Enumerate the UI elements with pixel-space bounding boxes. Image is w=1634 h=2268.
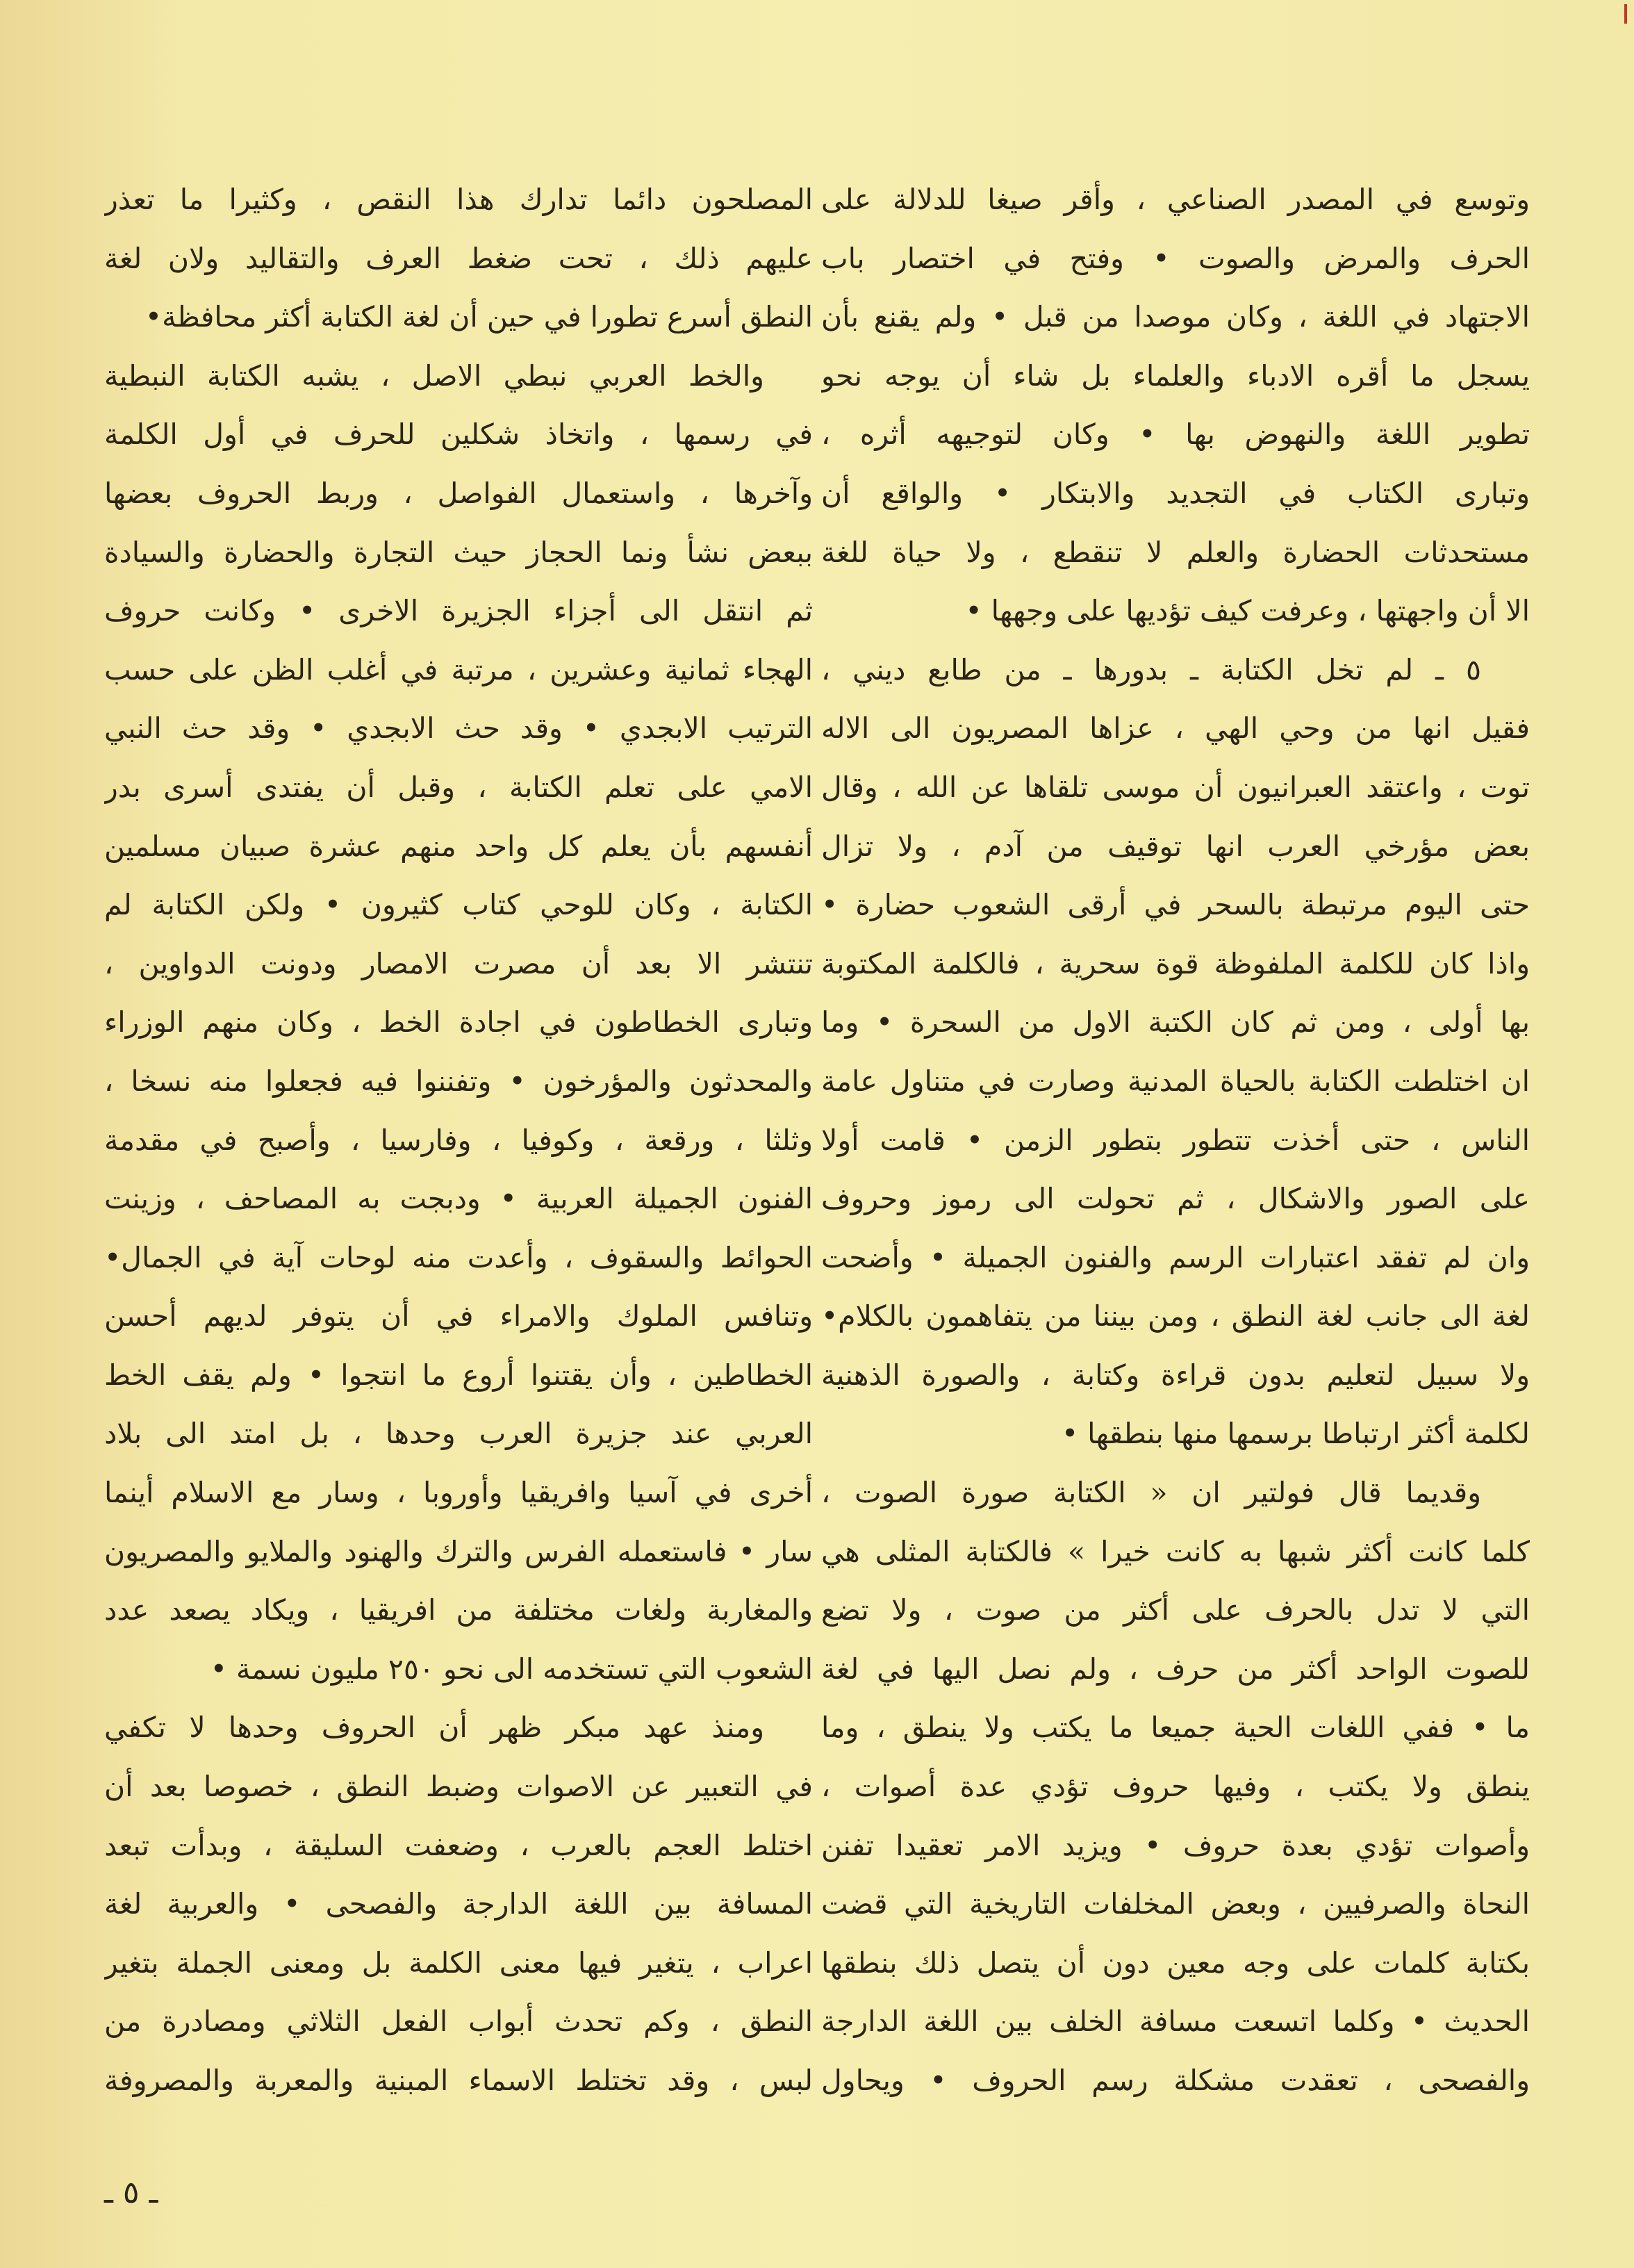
text-line: عليهم ذلك ، تحت ضغط العرف والتقاليد ولان لغة xyxy=(104,241,813,275)
text-line: وتوسع في المصدر الصناعي ، وأقر صيغا للدلالة على xyxy=(821,183,1530,216)
text-line: والمحدثون والمؤرخون • وتفننوا فيه فجعلوا منه نسخا ، xyxy=(104,1064,813,1098)
text-line: أخرى في آسيا وافريقيا وأوروبا ، وسار مع الاسلام أينما xyxy=(104,1476,813,1510)
text-line: النطق أسرع تطورا في حين أن لغة الكتابة أكثر محافظة• xyxy=(145,300,813,334)
text-line: بكتابة كلمات على وجه معين دون أن يتصل ذلك بنطقها xyxy=(821,1946,1530,1980)
text-line: والفصحى ، تعقدت مشكلة رسم الحروف • ويحاول xyxy=(821,2064,1530,2097)
text-line: الكتابة ، وكان للوحي كتاب كثيرون • ولكن الكتابة لم xyxy=(104,888,813,922)
text-line: لبس ، وقد تختلط الاسماء المبنية والمعربة والمصروفة xyxy=(104,2064,813,2097)
text-line: العربي عند جزيرة العرب وحدها ، بل امتد الى بلاد xyxy=(104,1417,813,1451)
text-line: الهجاء ثمانية وعشرين ، مرتبة في أغلب الظن على حسب xyxy=(104,652,813,687)
text-line: ما • ففي اللغات الحية جميعا ما يكتب ولا ينطق ، وما xyxy=(821,1711,1530,1745)
text-line: الخطاطين ، وأن يقتنوا أروع ما انتجوا • ولم يقف الخط xyxy=(104,1358,813,1392)
left-column xyxy=(104,170,813,2110)
text-line: ببعض نشأ ونما الحجاز حيث التجارة والحضارة والسيادة xyxy=(104,535,813,569)
text-line: لكلمة أكثر ارتباطا برسمها منها بنطقها • xyxy=(1061,1417,1530,1451)
text-line: في التعبير عن الاصوات وضبط النطق ، خصوصا بعد أن xyxy=(104,1770,813,1804)
text-line: الامي على تعلم الكتابة ، وقبل أن يفتدى أسرى بدر xyxy=(104,770,813,804)
text-line: والخط العربي نبطي الاصل ، يشبه الكتابة النبطية xyxy=(104,359,764,393)
right-column xyxy=(821,170,1530,2110)
text-line: الا أن واجهتها ، وعرفت كيف تؤديها على وجهها • xyxy=(965,594,1530,628)
text-line: وآخرها ، واستعمال الفواصل ، وربط الحروف بعضها xyxy=(104,476,813,510)
text-line: للصوت الواحد أكثر من حرف ، ولم نصل اليها في لغة xyxy=(821,1652,1530,1686)
text-line: الفنون الجميلة العربية • ودبجت به المصاحف ، وزينت xyxy=(104,1182,813,1216)
page-number: ـ ٥ ـ xyxy=(104,2175,158,2210)
corner-mark xyxy=(1624,4,1627,24)
text-line: ان اختلطت الكتابة بالحياة المدنية وصارت في متناول عامة xyxy=(821,1064,1530,1098)
text-line: مستحدثات الحضارة والعلم لا تنقطع ، ولا حياة للغة xyxy=(821,535,1530,569)
text-line: ينطق ولا يكتب ، وفيها حروف تؤدي عدة أصوات ، xyxy=(821,1770,1530,1804)
text-line: وتبارى الكتاب في التجديد والابتكار • والواقع أن xyxy=(821,476,1530,510)
text-line: لغة الى جانب لغة النطق ، ومن بيننا من يتفاهمون بالكلام• xyxy=(821,1299,1530,1333)
text-line: ٥ ـ لم تخل الكتابة ـ بدورها ـ من طابع ديني ، xyxy=(821,652,1481,687)
text-line: حتى اليوم مرتبطة بالسحر في أرقى الشعوب حضارة • xyxy=(821,888,1530,922)
text-line: ثم انتقل الى أجزاء الجزيرة الاخرى • وكانت حروف xyxy=(104,594,813,628)
text-line: سار • فاستعمله الفرس والترك والهنود والملايو والمصريون xyxy=(104,1534,813,1568)
text-line: النطق ، وكم تحدث أبواب الفعل الثلاثي ومصادرة من xyxy=(104,2005,813,2039)
text-line: ومنذ عهد مبكر ظهر أن الحروف وحدها لا تكفي xyxy=(104,1711,764,1745)
text-line: وقديما قال فولتير ان « الكتابة صورة الصوت ، xyxy=(821,1476,1481,1510)
text-line: الحوائط والسقوف ، وأعدت منه لوحات آية في الجمال• xyxy=(104,1240,813,1274)
text-line: اختلط العجم بالعرب ، وضعفت السليقة ، وبدأت تبعد xyxy=(104,1828,813,1862)
text-line: تطوير اللغة والنهوض بها • وكان لتوجيهه أثره ، xyxy=(821,418,1530,452)
text-line: تنتشر الا بعد أن مصرت الامصار ودونت الدواوين ، xyxy=(104,946,813,980)
text-line: اعراب ، يتغير فيها معنى الكلمة بل ومعنى الجملة بتغير xyxy=(104,1946,813,1980)
text-line: بعض مؤرخي العرب انها توقيف من آدم ، ولا تزال xyxy=(821,829,1530,863)
text-line: وأصوات تؤدي بعدة حروف • ويزيد الامر تعقيدا تفنن xyxy=(821,1828,1530,1862)
text-line: الاجتهاد في اللغة ، وكان موصدا من قبل • ولم يقنع بأن xyxy=(821,300,1530,334)
text-line: الناس ، حتى أخذت تتطور بتطور الزمن • قامت أولا xyxy=(821,1123,1530,1157)
text-line: على الصور والاشكال ، ثم تحولت الى رموز وحروف xyxy=(821,1182,1530,1216)
text-line: التي لا تدل بالحرف على أكثر من صوت ، ولا تضع xyxy=(821,1593,1530,1627)
text-line: والمغاربة ولغات مختلفة من افريقيا ، ويكاد يصعد عدد xyxy=(104,1593,813,1627)
text-line: كلما كانت أكثر شبها به كانت خيرا » فالكتابة المثلى هي xyxy=(821,1534,1530,1568)
text-line: الشعوب التي تستخدمه الى نحو ٢٥٠ مليون نسمة • xyxy=(210,1652,813,1686)
text-line: الترتيب الابجدي • وقد حث الابجدي • وقد حث النبي xyxy=(104,712,813,746)
text-line: الحرف والمرض والصوت • وفتح في اختصار باب xyxy=(821,241,1530,275)
text-line: واذا كان للكلمة الملفوظة قوة سحرية ، فالكلمة المكتوبة xyxy=(821,946,1530,980)
text-line: النحاة والصرفيين ، وبعض المخلفات التاريخية التي قضت xyxy=(821,1887,1530,1921)
text-line: في رسمها ، واتخاذ شكلين للحرف في أول الكلمة xyxy=(104,418,813,452)
text-line: المسافة بين اللغة الدارجة والفصحى • والعربية لغة xyxy=(104,1887,813,1921)
text-line: فقيل انها من وحي الهي ، عزاها المصريون الى الاله xyxy=(821,712,1530,746)
text-line: وان لم تفقد اعتبارات الرسم والفنون الجميلة • وأضحت xyxy=(821,1240,1530,1274)
text-line: يسجل ما أقره الادباء والعلماء بل شاء أن يوجه نحو xyxy=(821,359,1530,393)
text-line: وتنافس الملوك والامراء في أن يتوفر لديهم أحسن xyxy=(104,1299,813,1333)
text-line: وتبارى الخطاطون في اجادة الخط ، وكان منهم الوزراء xyxy=(104,1005,813,1040)
text-line: الحديث • وكلما اتسعت مسافة الخلف بين اللغة الدارجة xyxy=(821,2005,1530,2039)
text-line: توت ، واعتقد العبرانيون أن موسى تلقاها عن الله ، وقال xyxy=(821,770,1530,804)
text-line: بها أولى ، ومن ثم كان الكتبة الاول من السحرة • وما xyxy=(821,1005,1530,1040)
text-line: وثلثا ، ورقعة ، وكوفيا ، وفارسيا ، وأصبح في مقدمة xyxy=(104,1123,813,1157)
text-line: ولا سبيل لتعليم بدون قراءة وكتابة ، والصورة الذهنية xyxy=(821,1358,1530,1392)
text-line: أنفسهم بأن يعلم كل واحد منهم عشرة صبيان مسلمين xyxy=(104,829,813,863)
text-line: المصلحون دائما تدارك هذا النقص ، وكثيرا ما تعذر xyxy=(104,183,813,216)
